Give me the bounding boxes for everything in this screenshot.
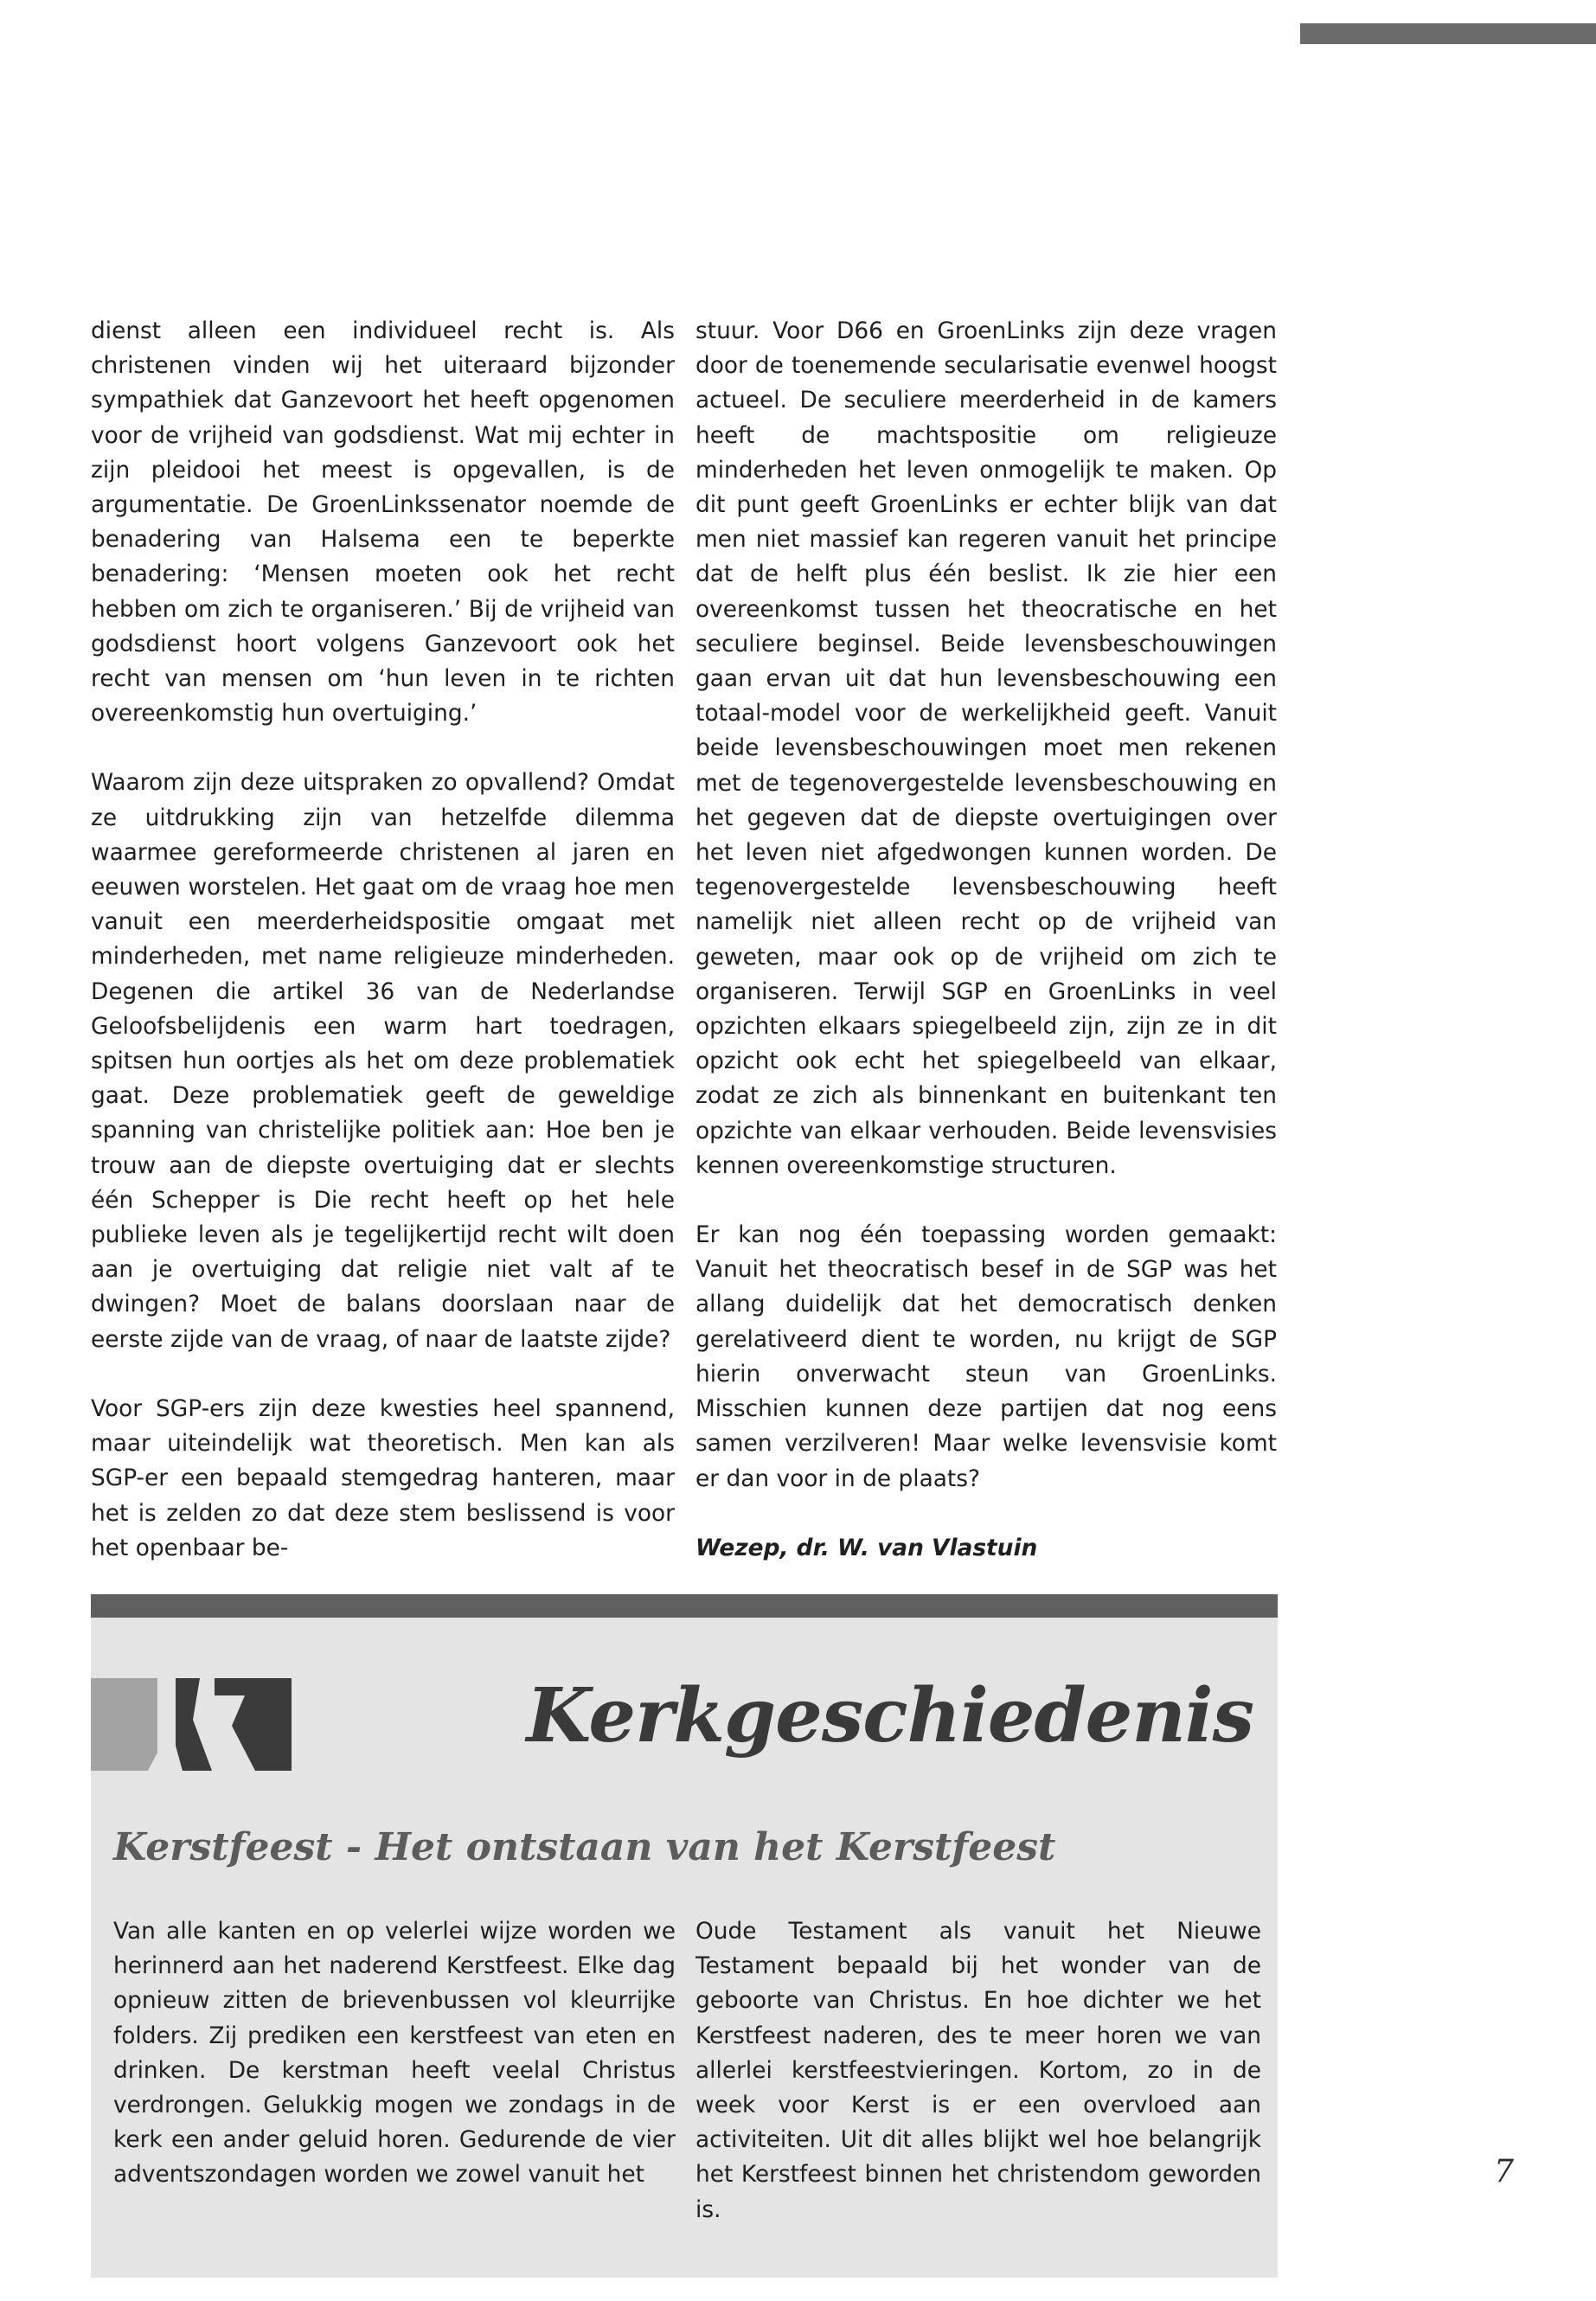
article-right-column xyxy=(695,1914,1261,2227)
paragraph: Waarom zijn deze uitspraken zo opvallend? Omdat ze uitdrukking zijn van hetzelfde dilemma waarmee gereformeerde christenen al jaren en eeuwen worstelen. Het gaat om de vraag hoe men vanuit een meerderheidspositie omgaat met minderheden, met name religieuze minderheden. Degenen die artikel 36 van de Nederlandse Geloofsbelijdenis een warm hart toedragen, spitsen hun oortjes als het om deze problematiek gaat. Deze problematiek geeft de geweldige spanning van christelijke politiek aan: Hoe ben je trouw aan de diepste overtuiging dat er slechts één Schepper is Die recht heeft op het hele publieke leven als je tegelijkertijd recht wilt doen aan je overtuiging dat religie niet valt af te dwingen? Moet de balans doorslaan naar de eerste zijde van de vraag, of naar de laatste zijde? xyxy=(91,769,675,1353)
paragraph: Van alle kanten en op velerlei wijze worden we herinnerd aan het naderend Kerstfeest. Elke dag opnieuw zitten de brievenbussen vol kleurrijke folders. Zij prediken een kerstfeest van eten en drinken. De kerstman heeft veelal Christus verdrongen. Gelukkig mogen we zondags in de kerk een ander geluid horen. Gedurende de vier adventszondagen worden we zowel vanuit het xyxy=(113,1918,676,2189)
author-signature: Wezep, dr. W. van Vlastuin xyxy=(695,1534,1038,1561)
right-column xyxy=(695,314,1277,1566)
paragraph: dienst alleen een individueel recht is. Als christenen vinden wij het uiteraard bijzonder sympathiek dat Ganzevoort het heeft opgenomen voor de vrijheid van godsdienst. Wat mij echter in zijn pleidooi het meest is opgevallen, is de argumentatie. De GroenLinkssenator noemde de benadering van Halsema een te beperkte benadering: ‘Mensen moeten ook het recht hebben om zich te organiseren.’ Bij de vrijheid van godsdienst hoort volgens Ganzevoort ook het recht van mensen om ‘hun leven in te richten overeenkomstig hun overtuiging.’ xyxy=(91,317,675,727)
header-bar xyxy=(1300,23,1596,44)
left-column xyxy=(91,314,675,1566)
article-title: Kerstfeest - Het ontstaan van het Kerstfeest xyxy=(113,1825,1056,1869)
paragraph: stuur. Voor D66 en GroenLinks zijn deze vragen door de toenemende secularisatie evenwel hoogst actueel. De seculiere meerderheid in de kamers heeft de machtspositie om religieuze minderheden het leven onmogelijk te maken. Op dit punt geeft GroenLinks er echter blijk van dat men niet massief kan regeren vanuit het principe dat de helft plus één beslist. Ik zie hier een overeenkomst tussen het theocratische en het seculiere beginsel. Beide levensbeschouwingen gaan ervan uit dat hun levensbeschouwing een totaal-model voor de werkelijkheid geeft. Vanuit beide levensbeschouwingen moet men rekenen met de tegenovergestelde levensbeschouwing en het gegeven dat de diepste overtuigingen over het leven niet afgedwongen kunnen worden. De tegenovergestelde levensbeschouwing heeft namelijk niet alleen recht op de vrijheid van geweten, maar ook op de vrijheid om zich te organiseren. Terwijl SGP en GroenLinks in veel opzichten elkaars spiegelbeeld zijn, zijn ze in dit opzicht ook echt het spiegelbeeld van elkaar, zodat ze zich als binnenkant en buitenkant ten opzichte van elkaar verhouden. Beide levensvisies kennen overeenkomstige structuren. xyxy=(695,317,1277,1179)
page-number: 7 xyxy=(1494,2154,1514,2189)
paragraph: Voor SGP-ers zijn deze kwesties heel spannend, maar uiteindelijk wat theoretisch. Men kan als SGP-er een bepaald stemgedrag hanteren, maar het is zelden zo dat deze stem beslissend is voor het openbaar be- xyxy=(91,1394,675,1561)
section-title: Kerkgeschiedenis xyxy=(526,1672,1253,1759)
paragraph: Oude Testament als vanuit het Nieuwe Testament bepaald bij het wonder van de geboorte van Christus. En hoe dichter we het Kerstfeest naderen, des te meer horen we van allerlei kerstfeestvieringen. Kortom, zo in de week voor Kerst is er een overvloed aan activiteiten. Uit dit alles blijkt wel hoe belangrijk het Kerstfeest binnen het christendom geworden is. xyxy=(695,1918,1261,2223)
paragraph: Er kan nog één toepassing worden gemaakt: Vanuit het theocratisch besef in de SGP was het allang duidelijk dat het democratisch denken gerelativeerd dient te worden, nu krijgt de SGP hierin onverwacht steun van GroenLinks. Misschien kunnen deze partijen dat nog eens samen verzilveren! Maar welke levensvisie komt er dan voor in de plaats? xyxy=(695,1221,1277,1492)
kerkgeschiedenis-section xyxy=(91,1594,1278,2278)
section-rule xyxy=(91,1594,1278,1618)
article-left-column xyxy=(113,1914,676,2193)
k-logo-icon xyxy=(91,1678,292,1771)
